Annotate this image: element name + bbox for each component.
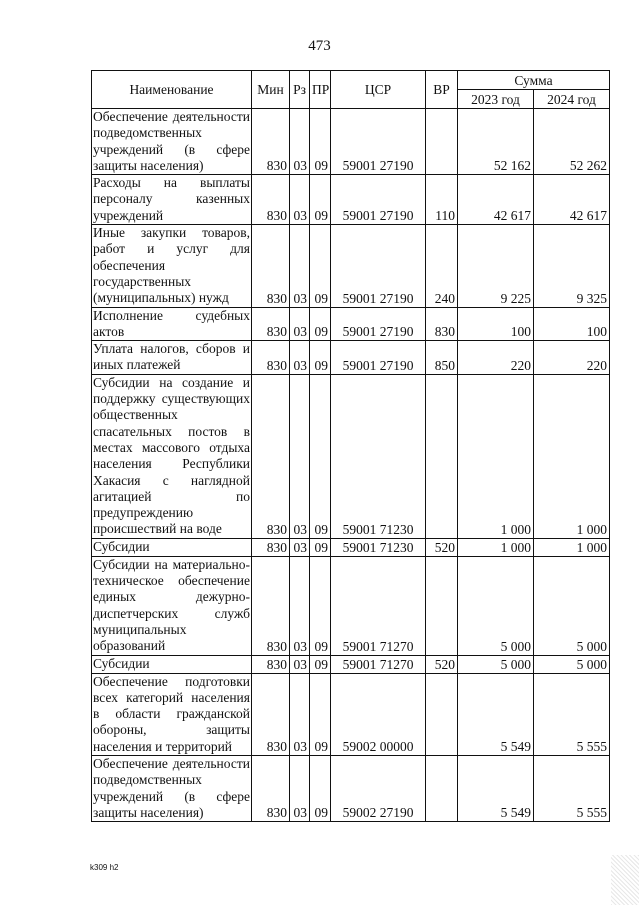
header-sum: Сумма xyxy=(458,71,610,90)
row-csr: 59002 00000 xyxy=(331,673,426,755)
table-row xyxy=(92,673,610,755)
row-vr xyxy=(426,755,458,821)
row-pr: 09 xyxy=(310,556,331,655)
table-body xyxy=(92,109,610,822)
budget-table xyxy=(91,70,610,822)
row-rz: 03 xyxy=(290,109,310,175)
row-min: 830 xyxy=(252,307,290,341)
row-pr: 09 xyxy=(310,673,331,755)
row-vr: 110 xyxy=(426,175,458,225)
footer-code: k309 h2 xyxy=(90,863,119,872)
row-csr: 59002 27190 xyxy=(331,755,426,821)
row-sum-2023: 5 000 xyxy=(458,556,534,655)
row-name: Субсидии xyxy=(92,655,252,673)
row-vr: 830 xyxy=(426,307,458,341)
row-csr: 59001 71270 xyxy=(331,655,426,673)
row-pr: 09 xyxy=(310,307,331,341)
row-name: Уплата налогов, сборов и иных платежей xyxy=(93,341,250,373)
row-sum-2024: 42 617 xyxy=(534,175,610,225)
row-pr: 09 xyxy=(310,341,331,375)
header-pr: ПР xyxy=(310,71,331,109)
row-csr: 59001 27190 xyxy=(331,225,426,307)
row-pr: 09 xyxy=(310,538,331,556)
row-rz: 03 xyxy=(290,225,310,307)
header-rz: Рз xyxy=(290,71,310,109)
row-min: 830 xyxy=(252,225,290,307)
row-csr: 59001 27190 xyxy=(331,175,426,225)
header-csr: ЦСР xyxy=(331,71,426,109)
row-sum-2024: 52 262 xyxy=(534,109,610,175)
header-min: Мин xyxy=(252,71,290,109)
row-sum-2023: 5 549 xyxy=(458,673,534,755)
scan-noise xyxy=(611,855,639,905)
row-sum-2023: 9 225 xyxy=(458,225,534,307)
row-pr: 09 xyxy=(310,175,331,225)
row-vr xyxy=(426,374,458,538)
row-vr xyxy=(426,109,458,175)
row-min: 830 xyxy=(252,655,290,673)
row-sum-2023: 1 000 xyxy=(458,374,534,538)
row-sum-2023: 52 162 xyxy=(458,109,534,175)
table-row xyxy=(92,556,610,655)
row-pr: 09 xyxy=(310,109,331,175)
table-row xyxy=(92,374,610,538)
row-csr: 59001 27190 xyxy=(331,341,426,375)
row-sum-2024: 9 325 xyxy=(534,225,610,307)
row-sum-2023: 220 xyxy=(458,341,534,375)
row-vr xyxy=(426,673,458,755)
page-number: 473 xyxy=(308,38,331,54)
row-sum-2023: 1 000 xyxy=(458,538,534,556)
row-name: Обеспечение подготовки всех категорий населения в области гражданской обороны, защиты населения и территорий xyxy=(93,673,250,754)
header-year-2023: 2023 год xyxy=(458,90,534,109)
table-row xyxy=(92,655,610,673)
row-min: 830 xyxy=(252,673,290,755)
row-csr: 59001 71270 xyxy=(331,556,426,655)
row-min: 830 xyxy=(252,109,290,175)
row-vr: 850 xyxy=(426,341,458,375)
row-sum-2024: 1 000 xyxy=(534,374,610,538)
header-year-2024: 2024 год xyxy=(534,90,610,109)
row-pr: 09 xyxy=(310,655,331,673)
row-min: 830 xyxy=(252,175,290,225)
row-sum-2023: 42 617 xyxy=(458,175,534,225)
row-csr: 59001 71230 xyxy=(331,374,426,538)
table-row xyxy=(92,307,610,341)
table-row xyxy=(92,175,610,225)
table-row xyxy=(92,341,610,375)
table-row xyxy=(92,109,610,175)
header-vr: ВР xyxy=(426,71,458,109)
table-row xyxy=(92,538,610,556)
row-rz: 03 xyxy=(290,556,310,655)
row-name: Иные закупки товаров, работ и услуг для обеспечения государственных (муниципальных) нужд xyxy=(93,225,250,306)
row-name: Обеспечение деятельности подведомственных учреждений (в сфере защиты населения) xyxy=(93,755,250,820)
row-rz: 03 xyxy=(290,341,310,375)
row-min: 830 xyxy=(252,755,290,821)
row-sum-2024: 5 000 xyxy=(534,655,610,673)
row-sum-2024: 220 xyxy=(534,341,610,375)
row-sum-2024: 5 555 xyxy=(534,755,610,821)
row-vr: 240 xyxy=(426,225,458,307)
row-sum-2024: 5 555 xyxy=(534,673,610,755)
row-name: Исполнение судебных актов xyxy=(93,307,250,339)
row-name: Обеспечение деятельности подведомственных учреждений (в сфере защиты населения) xyxy=(93,109,250,173)
row-vr: 520 xyxy=(426,655,458,673)
row-min: 830 xyxy=(252,556,290,655)
table-row xyxy=(92,755,610,821)
row-pr: 09 xyxy=(310,225,331,307)
row-sum-2024: 1 000 xyxy=(534,538,610,556)
row-rz: 03 xyxy=(290,374,310,538)
row-rz: 03 xyxy=(290,655,310,673)
row-rz: 03 xyxy=(290,673,310,755)
row-vr xyxy=(426,556,458,655)
row-name: Расходы на выплаты персоналу казенных учреждений xyxy=(93,175,250,223)
row-csr: 59001 71230 xyxy=(331,538,426,556)
row-sum-2023: 100 xyxy=(458,307,534,341)
row-rz: 03 xyxy=(290,175,310,225)
row-sum-2023: 5 549 xyxy=(458,755,534,821)
row-pr: 09 xyxy=(310,374,331,538)
table-row xyxy=(92,225,610,307)
row-rz: 03 xyxy=(290,755,310,821)
row-pr: 09 xyxy=(310,755,331,821)
row-csr: 59001 27190 xyxy=(331,307,426,341)
row-name: Субсидии на материально-техническое обеспечение единых дежурно-диспетчерских служб муниципальных образований xyxy=(93,556,250,654)
row-min: 830 xyxy=(252,374,290,538)
header-name: Наименование xyxy=(92,71,252,109)
row-vr: 520 xyxy=(426,538,458,556)
row-rz: 03 xyxy=(290,307,310,341)
row-min: 830 xyxy=(252,341,290,375)
row-min: 830 xyxy=(252,538,290,556)
row-csr: 59001 27190 xyxy=(331,109,426,175)
row-sum-2024: 5 000 xyxy=(534,556,610,655)
row-sum-2023: 5 000 xyxy=(458,655,534,673)
row-sum-2024: 100 xyxy=(534,307,610,341)
row-name: Субсидии на создание и поддержку существующих общественных спасательных постов в местах массового отдыха населения Республики Хакасия с наглядной агитацией по предупреждению происшествий на воде xyxy=(93,374,250,537)
row-name: Субсидии xyxy=(92,538,252,556)
row-rz: 03 xyxy=(290,538,310,556)
